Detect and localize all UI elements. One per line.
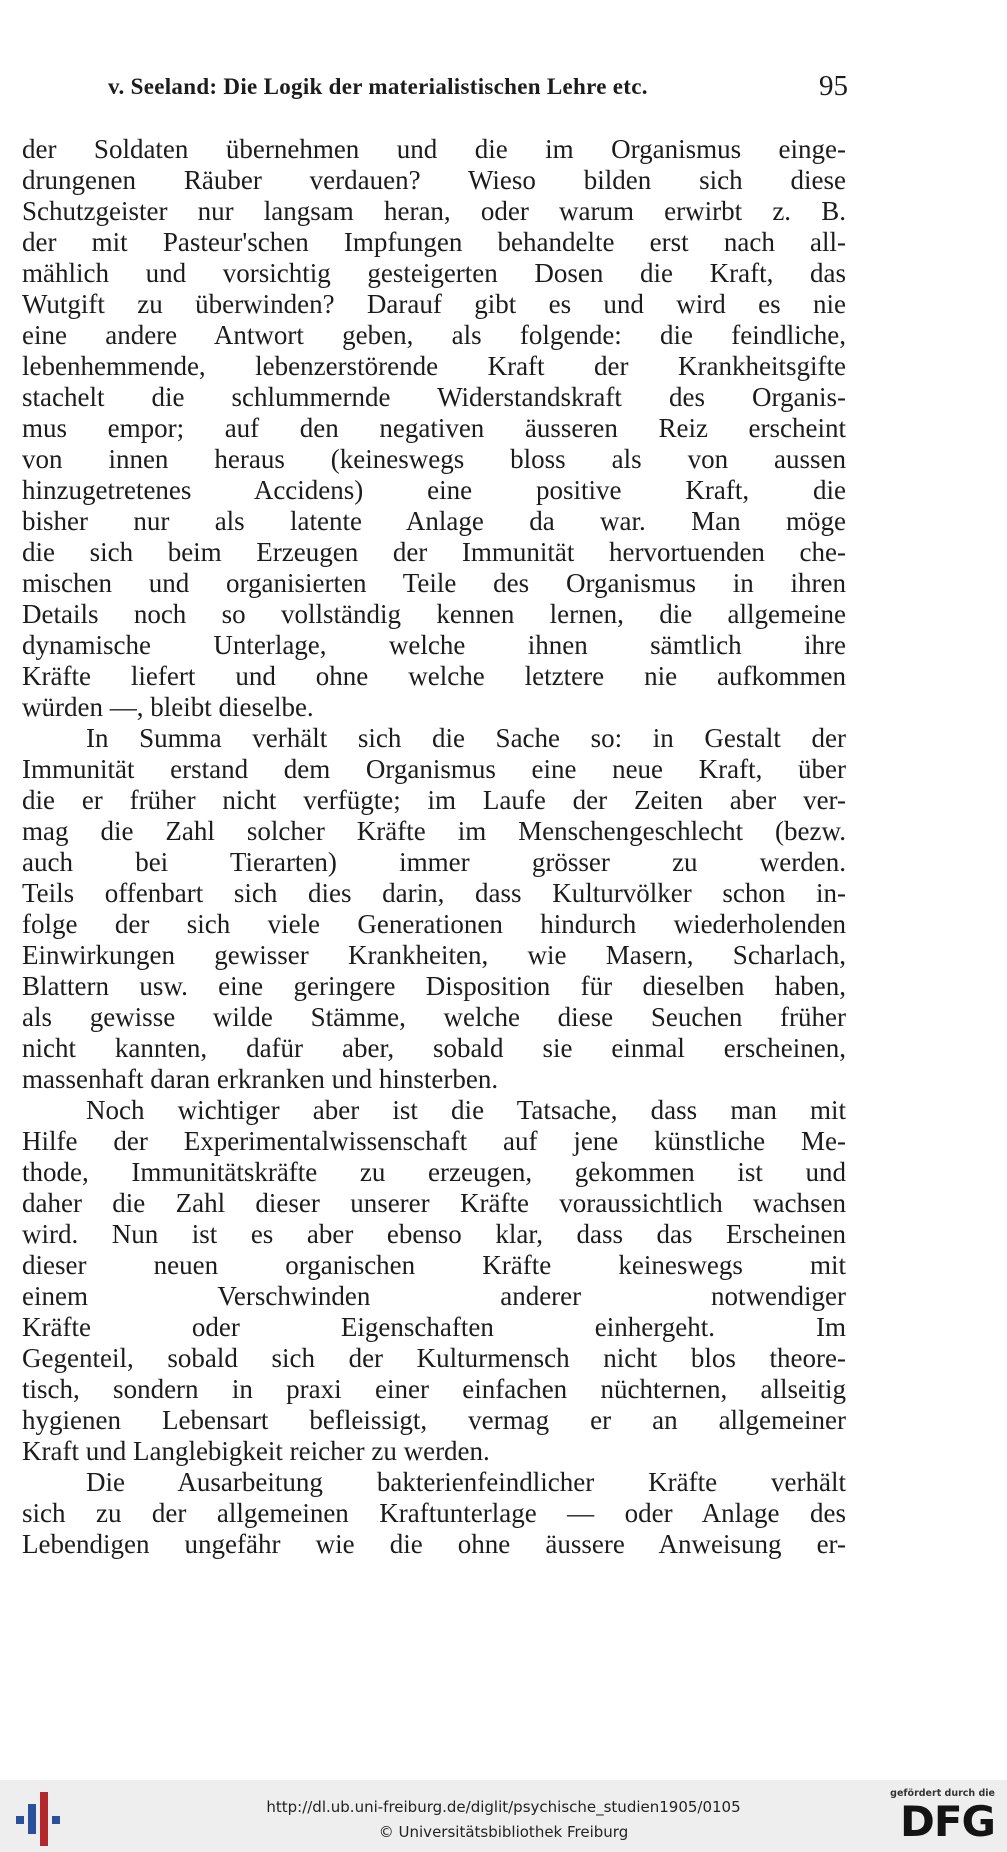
- page-number: 95: [819, 70, 848, 102]
- text-line: Teils offenbart sich dies darin, dass Kulturvölker schon in-: [22, 878, 846, 908]
- text-line: mus empor; auf den negativen äusseren Reiz erscheint: [22, 413, 846, 443]
- paragraph-2: [22, 723, 846, 1095]
- text-line: Blattern usw. eine geringere Disposition für dieselben haben,: [22, 971, 846, 1001]
- text-line: Kräfte oder Eigenschaften einhergeht. Im: [22, 1312, 846, 1342]
- text-line: Hilfe der Experimentalwissenschaft auf jene künstliche Me-: [22, 1126, 846, 1156]
- text-line: Einwirkungen gewisser Krankheiten, wie Masern, Scharlach,: [22, 940, 846, 970]
- text-line: Details noch so vollständig kennen lernen, die allgemeine: [22, 599, 846, 629]
- text-line: Gegenteil, sobald sich der Kulturmensch nicht blos theore-: [22, 1343, 846, 1373]
- text-line: Noch wichtiger aber ist die Tatsache, dass man mit: [86, 1095, 846, 1125]
- text-line: Schutzgeister nur langsam heran, oder warum erwirbt z. B.: [22, 196, 846, 226]
- text-line: Wutgift zu überwinden? Darauf gibt es und wird es nie: [22, 289, 846, 319]
- text-line: Die Ausarbeitung bakterienfeindlicher Kräfte verhält: [86, 1467, 846, 1497]
- text-line: Kraft und Langlebigkeit reicher zu werden.: [22, 1436, 490, 1466]
- text-line: mag die Zahl solcher Kräfte im Menschengeschlecht (bezw.: [22, 816, 846, 846]
- text-line: der mit Pasteur'schen Impfungen behandelte erst nach all-: [22, 227, 846, 257]
- dfg-logo-text: DFG: [899, 1797, 995, 1846]
- text-line: die sich beim Erzeugen der Immunität hervortuenden che-: [22, 537, 846, 567]
- viewer-footer: [0, 1780, 1007, 1852]
- text-line: dynamische Unterlage, welche ihnen sämtlich ihre: [22, 630, 846, 660]
- text-line: die er früher nicht verfügte; im Laufe der Zeiten aber ver-: [22, 785, 846, 815]
- running-head: v. Seeland: Die Logik der materialistischen Lehre etc.: [108, 74, 648, 99]
- text-line: der Soldaten übernehmen und die im Organismus einge-: [22, 134, 846, 164]
- text-line: auch bei Tierarten) immer grösser zu werden.: [22, 847, 846, 877]
- text-line: Kräfte liefert und ohne welche letztere nie aufkommen: [22, 661, 846, 691]
- text-line: nicht kannten, dafür aber, sobald sie einmal erscheinen,: [22, 1033, 846, 1063]
- text-line: mischen und organisierten Teile des Organismus in ihren: [22, 568, 846, 598]
- text-line: drungenen Räuber verdauen? Wieso bilden sich diese: [22, 165, 846, 195]
- text-line: Immunität erstand dem Organismus eine neue Kraft, über: [22, 754, 846, 784]
- text-line: folge der sich viele Generationen hindurch wiederholenden: [22, 909, 846, 939]
- text-line: wird. Nun ist es aber ebenso klar, dass das Erscheinen: [22, 1219, 846, 1249]
- paragraph-1: [22, 134, 846, 723]
- text-line: daher die Zahl dieser unserer Kräfte voraussichtlich wachsen: [22, 1188, 846, 1218]
- text-line: als gewisse wilde Stämme, welche diese Seuchen früher: [22, 1002, 846, 1032]
- funder-tagline: gefördert durch die: [890, 1788, 995, 1799]
- source-url-link[interactable]: http://dl.ub.uni-freiburg.de/diglit/psychische_studien1905/0105: [266, 1798, 741, 1816]
- text-line: stachelt die schlummernde Widerstandskraft des Organis-: [22, 382, 846, 412]
- dfg-logo: [889, 1788, 995, 1848]
- text-line: von innen heraus (keineswegs bloss als von aussen: [22, 444, 846, 474]
- text-line: sich zu der allgemeinen Kraftunterlage — oder Anlage des: [22, 1498, 846, 1528]
- text-line: hygienen Lebensart befleissigt, vermag er an allgemeiner: [22, 1405, 846, 1435]
- text-line: einem Verschwinden anderer notwendiger: [22, 1281, 846, 1311]
- text-line: bisher nur als latente Anlage da war. Man möge: [22, 506, 846, 536]
- text-line: thode, Immunitätskräfte zu erzeugen, gekommen ist und: [22, 1157, 846, 1187]
- text-line: dieser neuen organischen Kräfte keineswegs mit: [22, 1250, 846, 1280]
- text-line: hinzugetretenes Accidens) eine positive Kraft, die: [22, 475, 846, 505]
- text-line: lebenhemmende, lebenzerstörende Kraft der Krankheitsgifte: [22, 351, 846, 381]
- paragraph-4: [22, 1467, 846, 1560]
- text-line: Lebendigen ungefähr wie die ohne äussere Anweisung er-: [22, 1529, 846, 1559]
- text-line: massenhaft daran erkranken und hinsterben.: [22, 1064, 499, 1094]
- copyright-text: © Universitätsbibliothek Freiburg: [378, 1823, 629, 1841]
- text-line: eine andere Antwort geben, als folgende: die feindliche,: [22, 320, 846, 350]
- paragraph-3: [22, 1095, 846, 1467]
- text-line: In Summa verhält sich die Sache so: in Gestalt der: [86, 723, 846, 753]
- page-header: [108, 70, 848, 110]
- body-text: [22, 134, 846, 1560]
- text-line: würden —, bleibt dieselbe.: [22, 692, 314, 722]
- text-line: mählich und vorsichtig gesteigerten Dosen die Kraft, das: [22, 258, 846, 288]
- text-line: tisch, sondern in praxi einer einfachen nüchternen, allseitig: [22, 1374, 846, 1404]
